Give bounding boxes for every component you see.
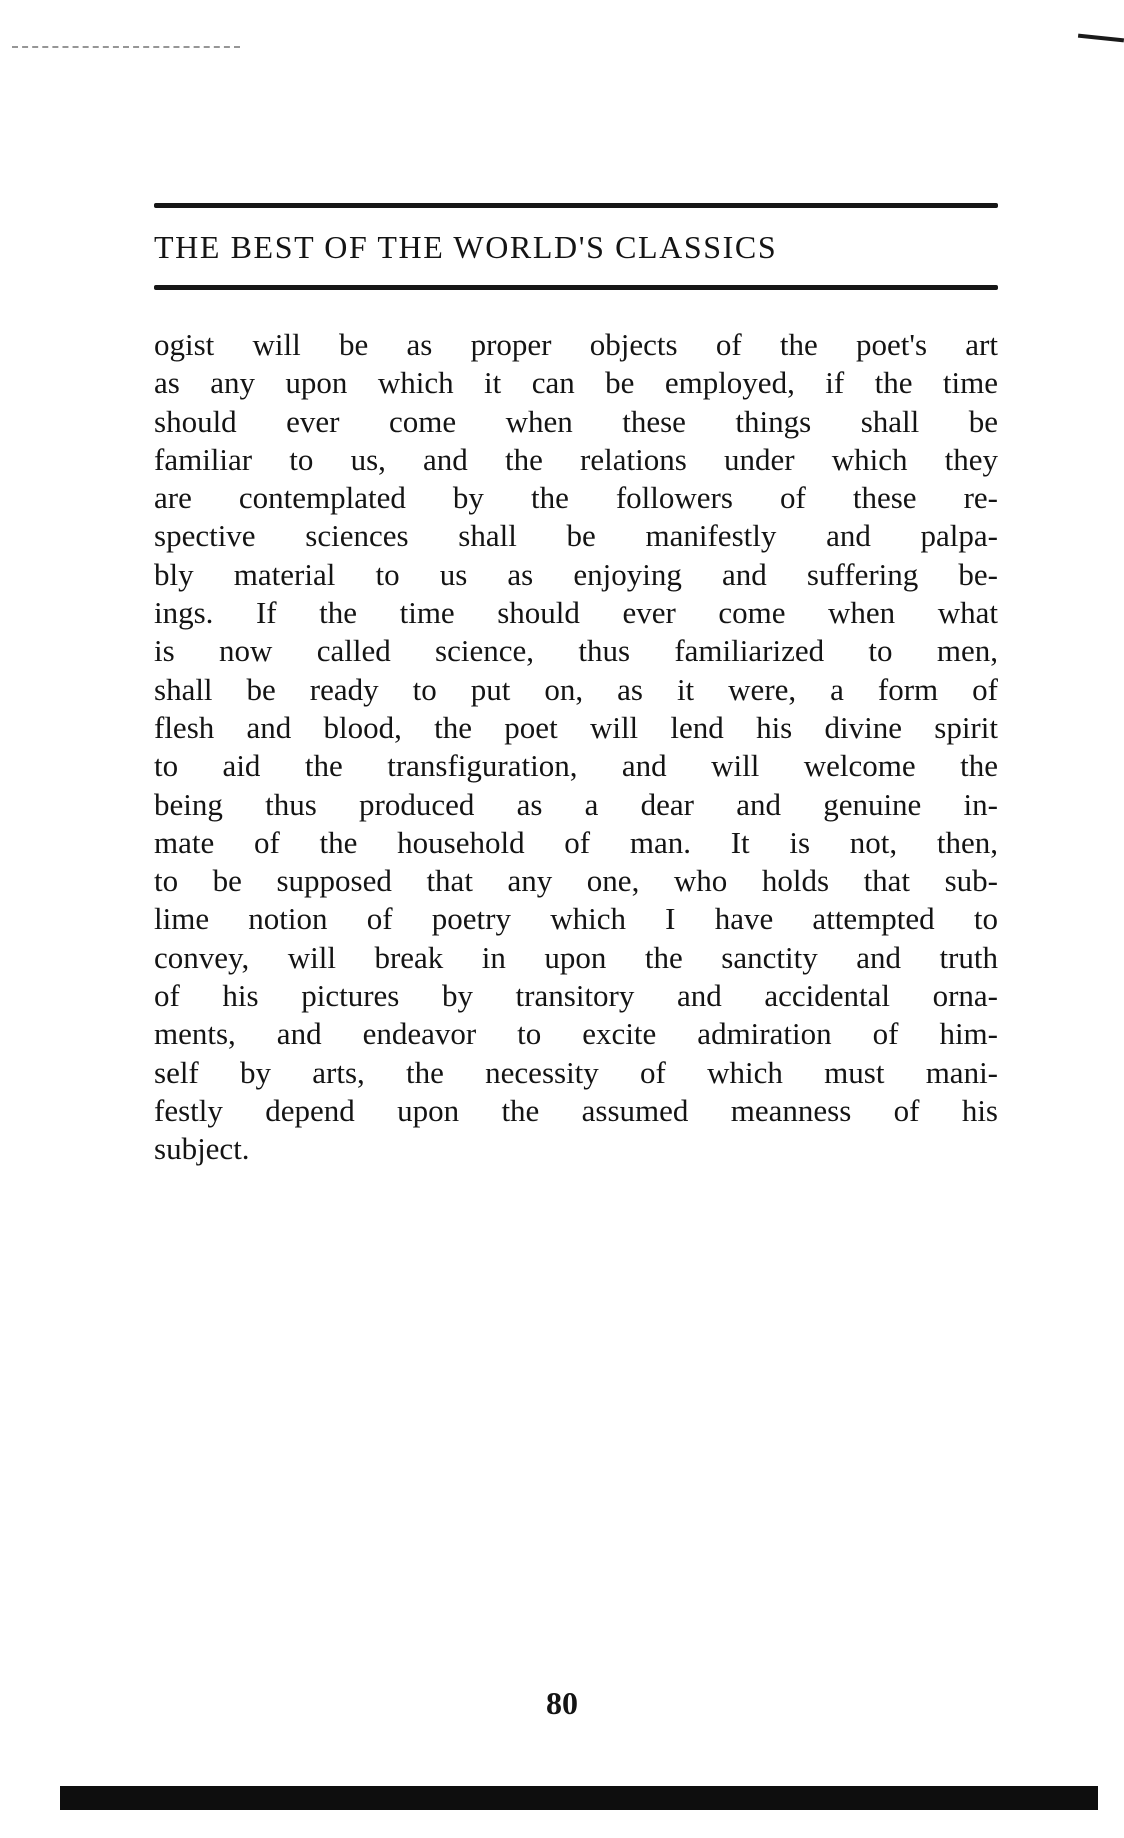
text-line: familiar to us, and the relations under which they bbox=[154, 441, 998, 477]
text-line: shall be ready to put on, as it were, a form of bbox=[154, 671, 998, 707]
text-line: bly material to us as enjoying and suffering be- bbox=[154, 556, 998, 592]
scan-artifact-mark bbox=[1078, 34, 1124, 43]
text-line: mate of the household of man. It is not, then, bbox=[154, 824, 998, 860]
text-line: of his pictures by transitory and accidental orna- bbox=[154, 978, 998, 1014]
text-line: convey, will break in upon the sanctity and truth bbox=[154, 939, 998, 975]
text-line: festly depend upon the assumed meanness of his bbox=[154, 1092, 998, 1128]
text-line: flesh and blood, the poet will lend his divine spirit bbox=[154, 709, 998, 745]
text-line: to aid the transfiguration, and will welcome the bbox=[154, 748, 998, 784]
text-line: to be supposed that any one, who holds that sub- bbox=[154, 863, 998, 899]
scan-artifact-line bbox=[12, 46, 240, 48]
text-line: ogist will be as proper objects of the poet's art bbox=[154, 327, 998, 362]
text-line: spective sciences shall be manifestly and palpa- bbox=[154, 518, 998, 554]
header-rule-top bbox=[154, 203, 998, 208]
text-line: should ever come when these things shall be bbox=[154, 403, 998, 439]
text-line: being thus produced as a dear and genuine in- bbox=[154, 786, 998, 822]
text-line: ings. If the time should ever come when what bbox=[154, 595, 998, 631]
bottom-border-bar bbox=[60, 1786, 1098, 1810]
running-head: THE BEST OF THE WORLD'S CLASSICS bbox=[154, 229, 778, 265]
page-number: 80 bbox=[546, 1685, 578, 1721]
body-text bbox=[154, 326, 998, 1169]
text-line: as any upon which it can be employed, if the time bbox=[154, 365, 998, 401]
text-line: are contemplated by the followers of these re- bbox=[154, 480, 998, 516]
text-line: ments, and endeavor to excite admiration of him- bbox=[154, 1016, 998, 1052]
text-line: self by arts, the necessity of which must mani- bbox=[154, 1054, 998, 1090]
text-line: subject. bbox=[154, 1131, 250, 1167]
header-rule-bottom bbox=[154, 285, 998, 290]
text-line: is now called science, thus familiarized to men, bbox=[154, 633, 998, 669]
text-line: lime notion of poetry which I have attempted to bbox=[154, 901, 998, 937]
